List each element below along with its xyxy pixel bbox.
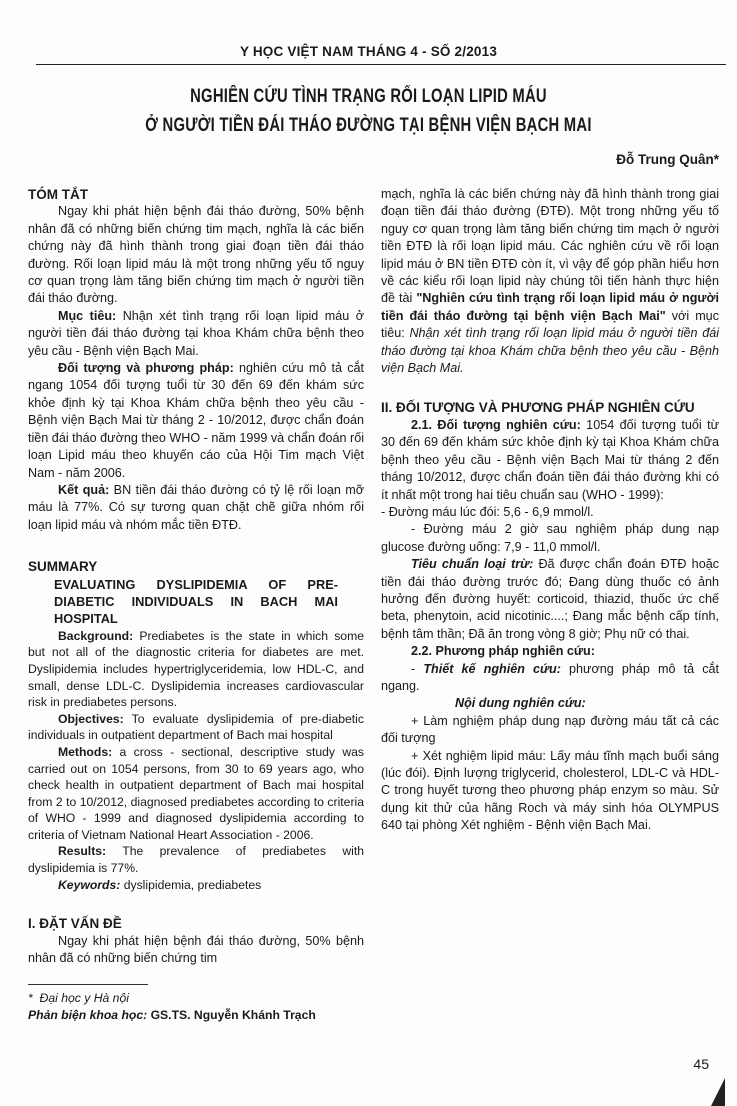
keywords-label: Keywords: bbox=[58, 877, 121, 892]
introduction-text: Ngay khi phát hiện bệnh đái tháo đường, 50% bệnh nhân đã có những biến chứng tim bbox=[28, 933, 364, 966]
article-title-line-2: Ở NGƯỜI TIỀN ĐÁI THÁO ĐƯỜNG TẠI BỆNH VIỆN BẠCH MAI bbox=[145, 115, 592, 136]
footnote-reviewer bbox=[28, 1008, 316, 1022]
criterion-ogtt: - Đường máu 2 giờ sau nghiệm pháp dung nạp glucose đường uống: 7,9 - 11,0 mmol/l. bbox=[381, 522, 719, 554]
design-label: Thiết kế nghiên cứu: bbox=[423, 661, 561, 676]
subjects-text: 1054 đối tượng tuổi từ 30 đến 69 đến khám sức khỏe định kỳ tại Khoa Khám chữa bệnh theo yêu cầu - Bệnh viện Bạch Mai từ tháng 2 đến tháng 10/2012, được chẩn đoán tiền đái tháo đường khi có ít nhất một trong hai tiêu chuẩn sau (WHO - 1999): bbox=[381, 417, 719, 502]
page-number: 45 bbox=[693, 1056, 709, 1072]
summary-heading: SUMMARY bbox=[28, 559, 98, 575]
content-item-2: + Xét nghiệm lipid máu: Lấy máu tĩnh mạch buổi sáng (lúc đói). Định lượng triglycerid, cholesterol, LDL-C và HDL-C trong huyết tương theo phương pháp enzym so màu. Sử dụng kit thử của hãng Roch và máy sinh hóa OLYMPUS 640 tại phòng Xét nghiệm - Bệnh viện Bạch Mai. bbox=[381, 748, 719, 833]
introduction-continued bbox=[381, 186, 719, 377]
methods-label-en: Methods: bbox=[58, 744, 113, 759]
exclusion-text: Đã được chẩn đoán ĐTĐ hoặc tiền đái tháo đường trước đó; Đang dùng thuốc có ảnh hưởng đến đường huyết: corticoid, thiazid, thuốc ức chế beta, phenytoin, acid nicotinic....; Đang mắc bệnh cấp tính, bệnh tâm thần; Đã ăn trong vòng 8 giờ; Phụ nữ có thai. bbox=[381, 557, 719, 641]
abstract-intro: Ngay khi phát hiện bệnh đái tháo đường, 50% bệnh nhân đã có những biến chứng tim mạch, nghĩa là các biến chứng này đã hình thành trong giai đoạn tiền đái tháo đường. Rối loạn lipid máu là một trong những yếu tố nguy cơ quan trọng làm tăng biến chứng tim mạch ở người tiền đái tháo đường. bbox=[28, 204, 364, 306]
running-header: Y HỌC VIỆT NAM THÁNG 4 - SỐ 2/2013 bbox=[239, 44, 498, 59]
intro-cont-text-b: với mục tiêu: bbox=[381, 308, 719, 341]
design-dash: - bbox=[411, 661, 424, 676]
study-goal: Nhận xét tình trạng rối loạn lipid máu ở người tiền đái tháo đường tại khoa Khám chữa bệnh theo yêu cầu - Bệnh viện Bạch Mai. bbox=[381, 326, 719, 376]
summary-keywords bbox=[28, 877, 364, 894]
abstract-objective bbox=[28, 308, 364, 360]
objective-label: Mục tiêu: bbox=[58, 308, 117, 323]
content-label: Nội dung nghiên cứu: bbox=[455, 696, 586, 711]
study-title-quote: "Nghiên cứu tình trạng rối loạn lipid máu ở người tiền đái tháo đường tại bệnh viện Bạch Mai" bbox=[381, 291, 719, 323]
scan-corner-mark bbox=[711, 1078, 725, 1106]
intro-cont-text-a: mạch, nghĩa là các biến chứng này đã hình thành trong giai đoạn tiền đái tháo đường (ĐTĐ). Một trong những yếu tố nguy cơ quan trọng làm tăng biến chứng tim mạch ở người tiền ĐTĐ là rối loạn lipid máu. Các nghiên cứu về rối loạn lipid máu ở BN tiền ĐTĐ còn ít, vì vậy để góp phần hiểu hơn về các kiểu rối loạn lipid này chúng tôi tiến hành thực hiện đề tài bbox=[381, 187, 719, 306]
results-label-vi: Kết quả: bbox=[58, 482, 110, 497]
exclusion-paragraph bbox=[381, 556, 719, 643]
summary-background bbox=[28, 628, 364, 711]
footnote-affiliation: * Đại học y Hà nội bbox=[28, 991, 129, 1005]
methods-label-vi: Đối tượng và phương pháp: bbox=[58, 361, 234, 376]
abstract-results bbox=[28, 482, 364, 534]
abstract-heading-vi: TÓM TẮT bbox=[28, 187, 88, 202]
reviewer-label: Phản biện khoa học: bbox=[28, 1008, 148, 1022]
results-label-en: Results: bbox=[58, 844, 107, 859]
abstract-methods bbox=[28, 360, 364, 482]
summary-methods bbox=[28, 744, 364, 844]
summary-objectives bbox=[28, 711, 364, 744]
objective-text: Nhận xét tình trạng rối loạn lipid máu ở người tiền đái tháo đường tại khoa Khám chữa bệnh theo yêu cầu - Bệnh viện Bạch Mai. bbox=[28, 308, 364, 358]
header-rule bbox=[36, 64, 726, 65]
subjects-paragraph bbox=[381, 417, 719, 504]
methods-text-vi: nghiên cứu mô tả cắt ngang 1054 đối tượng tuổi từ 30 đến 69 đến khám sức khỏe định kỳ tại Khoa Khám chữa bệnh theo yêu cầu - Bệnh viện Bạch Mai từ tháng 2 - 10/2012, được chẩn đoán tiền đái tháo đường theo WHO - năm 1999 và chẩn đoán rối loạn Lipid máu theo khuyến cáo của Hội Tim mạch Việt Nam - năm 2006. bbox=[28, 361, 365, 480]
background-label: Background: bbox=[58, 628, 134, 643]
exclusion-label: Tiêu chuẩn loại trừ: bbox=[411, 557, 534, 572]
right-column bbox=[381, 186, 719, 835]
methods-text-en: a cross - sectional, descriptive study was carried out on 1054 persons, from 30 to 69 years ago, who check health in outpatient department of Bach mai hospital from 2 to 10/2012, diagnosed prediabetes according to criteria of WHO - 1999 and diagnosed dyslipidemia according to criteria of Vietnam National Heart Association - 2006. bbox=[28, 744, 364, 842]
summary-title: EVALUATING DYSLIPIDEMIA OF PRE-DIABETIC INDIVIDUALS IN BACH MAI HOSPITAL bbox=[54, 576, 338, 627]
article-title-line-1: NGHIÊN CỨU TÌNH TRẠNG RỐI LOẠN LIPID MÁU bbox=[190, 86, 547, 107]
content-item-1: + Làm nghiệm pháp dung nạp đường máu tất cả các đối tượng bbox=[381, 713, 719, 746]
objectives-text: To evaluate dyslipidemia of pre-diabetic individuals in outpatient department of Bach mai hospital bbox=[28, 711, 364, 743]
introduction-heading: I. ĐẶT VẤN ĐỀ bbox=[28, 916, 122, 932]
reviewer-name: GS.TS. Nguyễn Khánh Trạch bbox=[147, 1008, 316, 1022]
subjects-label: 2.1. Đối tượng nghiên cứu: bbox=[411, 417, 581, 432]
summary-results bbox=[28, 843, 364, 876]
footnote-rule bbox=[28, 984, 148, 985]
criterion-fasting: - Đường máu lúc đói: 5,6 - 6,9 mmol/l. bbox=[381, 504, 594, 519]
left-column bbox=[28, 186, 364, 967]
keywords-text: dyslipidemia, prediabetes bbox=[120, 877, 262, 892]
background-text: Prediabetes is the state in which some but not all of the diagnostic criteria for diabetes are met. Dyslipidemia includes hypertriglyceridemia, low HDL-C, and small, dense LDL-C. Dyslipidemia increases cardiovascular risk in prediabetes persons. bbox=[28, 628, 364, 710]
design-text: phương pháp mô tả cắt ngang. bbox=[381, 661, 719, 693]
methods-subheading: 2.2. Phương pháp nghiên cứu: bbox=[411, 644, 595, 659]
design-paragraph bbox=[381, 661, 719, 696]
objectives-label: Objectives: bbox=[58, 711, 124, 726]
results-text-en: The prevalence of prediabetes with dyslipidemia is 77%. bbox=[28, 844, 364, 876]
results-text-vi: BN tiền đái tháo đường có tỷ lệ rối loạn mỡ máu là 77%. Có sự tương quan chặt chẽ giữa nhóm rối loạn lipid máu và nhóm mắc tiền ĐTĐ. bbox=[28, 482, 364, 532]
methods-section-heading: II. ĐỐI TƯỢNG VÀ PHƯƠNG PHÁP NGHIÊN CỨU bbox=[381, 400, 695, 416]
author-name: Đỗ Trung Quân* bbox=[616, 152, 719, 167]
affiliation-text: Đại học y Hà nội bbox=[39, 991, 129, 1005]
